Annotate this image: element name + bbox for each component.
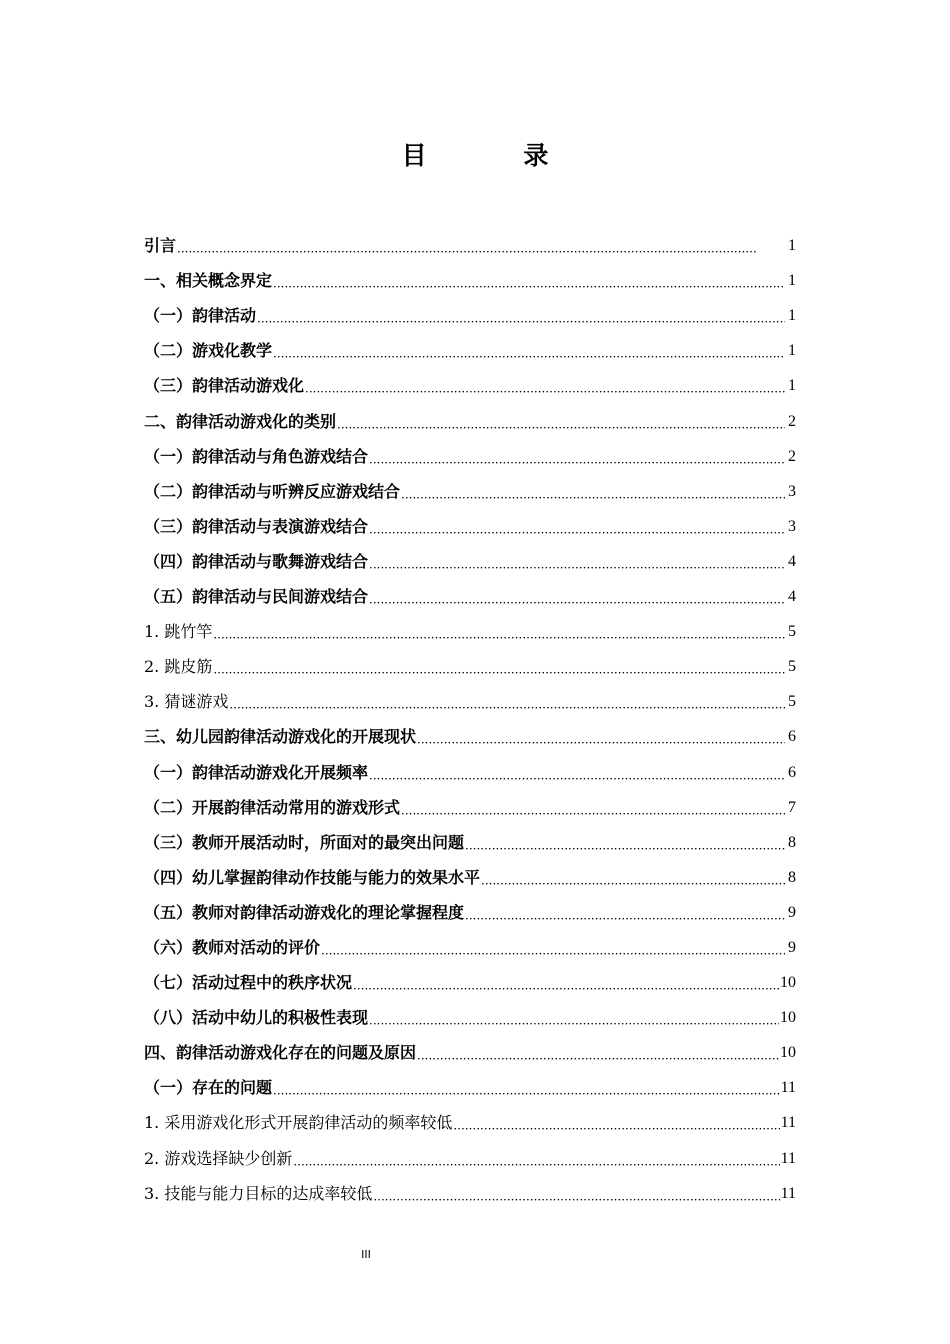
toc-entry[interactable] (144, 228, 796, 263)
toc-leader-dots (417, 1035, 779, 1070)
toc-leader-dots (305, 368, 785, 403)
toc-entry-label: （一）韵律活动游戏化开展频率 (144, 762, 369, 782)
toc-leader-dots (481, 860, 785, 895)
toc-entry[interactable] (144, 930, 796, 965)
toc-entry-label: 3. 猜谜游戏 (144, 692, 229, 712)
table-of-contents (144, 228, 796, 1211)
toc-leader-dots (369, 509, 785, 544)
toc-entry-label: （二）韵律活动与听辨反应游戏结合 (144, 481, 401, 501)
toc-entry-label: 1. 跳竹竿 (144, 622, 213, 642)
toc-entry-label: （二）开展韵律活动常用的游戏形式 (144, 797, 401, 817)
toc-entry-page: 5 (788, 693, 796, 711)
toc-leader-dots (369, 755, 785, 790)
toc-entry-label: 2. 游戏选择缺少创新 (144, 1148, 293, 1168)
toc-entry-label: （五）韵律活动与民间游戏结合 (144, 587, 369, 607)
toc-entry[interactable] (144, 368, 796, 403)
toc-leader-dots (213, 614, 785, 649)
toc-entry-page: 6 (788, 728, 796, 746)
toc-entry[interactable] (144, 754, 796, 789)
toc-entry-page: 1 (788, 272, 796, 290)
toc-entry[interactable] (144, 825, 796, 860)
toc-entry[interactable] (144, 965, 796, 1000)
toc-entry-page: 1 (788, 342, 796, 360)
toc-entry-page: 10 (780, 1009, 796, 1027)
toc-entry-page: 6 (788, 763, 796, 781)
toc-entry-page: 7 (788, 798, 796, 816)
toc-entry-label: （八）活动中幼儿的积极性表现 (144, 1008, 369, 1028)
toc-leader-dots (273, 263, 785, 298)
toc-entry-label: 3. 技能与能力目标的达成率较低 (144, 1183, 373, 1203)
toc-leader-dots (337, 404, 785, 439)
toc-entry-page: 1 (788, 237, 796, 255)
toc-entry-page: 1 (788, 377, 796, 395)
toc-entry-page: 4 (788, 552, 796, 570)
toc-entry-label: （一）存在的问题 (144, 1078, 273, 1098)
toc-leader-dots (257, 298, 785, 333)
toc-entry-page: 11 (780, 1079, 796, 1097)
toc-leader-dots (373, 1176, 779, 1211)
toc-entry-page: 4 (788, 588, 796, 606)
toc-leader-dots (293, 1141, 779, 1176)
toc-entry[interactable] (144, 649, 796, 684)
toc-entry-label: （一）韵律活动 (144, 306, 257, 326)
toc-entry[interactable] (144, 1000, 796, 1035)
toc-entry-label: （四）韵律活动与歌舞游戏结合 (144, 551, 369, 571)
toc-entry-page: 1 (788, 307, 796, 325)
toc-entry-label: （六）教师对活动的评价 (144, 937, 321, 957)
toc-entry-page: 10 (780, 1044, 796, 1062)
toc-entry[interactable] (144, 1140, 796, 1175)
toc-leader-dots (453, 1105, 779, 1140)
toc-entry-page: 11 (780, 1114, 796, 1132)
toc-entry-label: （四）幼儿掌握韵律动作技能与能力的效果水平 (144, 867, 481, 887)
toc-entry-label: 1. 采用游戏化形式开展韵律活动的频率较低 (144, 1113, 453, 1133)
toc-entry-label: 四、韵律活动游戏化存在的问题及原因 (144, 1043, 417, 1063)
toc-entry-page: 5 (788, 623, 796, 641)
toc-entry-page: 3 (788, 482, 796, 500)
toc-entry[interactable] (144, 509, 796, 544)
toc-entry-label: 2. 跳皮筋 (144, 657, 213, 677)
toc-entry[interactable] (144, 298, 796, 333)
toc-entry[interactable] (144, 790, 796, 825)
toc-entry-label: 一、相关概念界定 (144, 271, 273, 291)
toc-entry[interactable] (144, 684, 796, 719)
toc-entry[interactable] (144, 1035, 796, 1070)
toc-leader-dots (401, 474, 785, 509)
toc-leader-dots (401, 790, 785, 825)
toc-entry-page: 8 (788, 868, 796, 886)
toc-leader-dots (177, 228, 785, 263)
toc-leader-dots (273, 1070, 780, 1105)
page-number: III (361, 1248, 371, 1261)
toc-entry-label: （二）游戏化教学 (144, 341, 273, 361)
toc-entry-label: （一）韵律活动与角色游戏结合 (144, 446, 369, 466)
toc-entry[interactable] (144, 544, 796, 579)
toc-leader-dots (369, 544, 785, 579)
toc-leader-dots (229, 684, 785, 719)
toc-entry-label: （七）活动过程中的秩序状况 (144, 973, 353, 993)
toc-entry-page: 2 (788, 447, 796, 465)
toc-leader-dots (213, 649, 785, 684)
toc-entry[interactable] (144, 1070, 796, 1105)
page-title: 目 录 (401, 141, 593, 170)
toc-leader-dots (353, 965, 779, 1000)
toc-entry-label: （三）教师开展活动时，所面对的最突出问题 (144, 832, 465, 852)
toc-leader-dots (369, 1000, 779, 1035)
toc-entry[interactable] (144, 895, 796, 930)
toc-entry-page: 3 (788, 517, 796, 535)
toc-entry-label: 三、幼儿园韵律活动游戏化的开展现状 (144, 727, 417, 747)
toc-leader-dots (369, 579, 785, 614)
toc-entry-label: 二、韵律活动游戏化的类别 (144, 411, 337, 431)
toc-entry-page: 9 (788, 938, 796, 956)
toc-entry-label: （五）教师对韵律活动游戏化的理论掌握程度 (144, 902, 465, 922)
toc-entry-page: 9 (788, 903, 796, 921)
toc-leader-dots (369, 439, 785, 474)
toc-leader-dots (465, 895, 785, 930)
toc-leader-dots (273, 333, 785, 368)
toc-entry[interactable] (144, 333, 796, 368)
toc-entry-page: 10 (780, 974, 796, 992)
toc-leader-dots (417, 719, 785, 754)
toc-entry-page: 8 (788, 833, 796, 851)
toc-entry[interactable] (144, 719, 796, 754)
toc-entry-label: （三）韵律活动与表演游戏结合 (144, 516, 369, 536)
toc-entry-page: 11 (780, 1184, 796, 1202)
toc-entry[interactable] (144, 860, 796, 895)
toc-entry-page: 5 (788, 658, 796, 676)
toc-entry-label: 引言 (144, 236, 177, 256)
toc-entry-label: （三）韵律活动游戏化 (144, 376, 305, 396)
toc-entry[interactable] (144, 403, 796, 438)
toc-entry[interactable] (144, 474, 796, 509)
toc-entry[interactable] (144, 439, 796, 474)
toc-leader-dots (321, 930, 785, 965)
toc-entry[interactable] (144, 614, 796, 649)
toc-entry[interactable] (144, 579, 796, 614)
toc-leader-dots (465, 825, 785, 860)
toc-entry[interactable] (144, 263, 796, 298)
toc-entry-page: 2 (788, 412, 796, 430)
toc-entry-page: 11 (780, 1149, 796, 1167)
toc-entry[interactable] (144, 1176, 796, 1211)
toc-entry[interactable] (144, 1105, 796, 1140)
